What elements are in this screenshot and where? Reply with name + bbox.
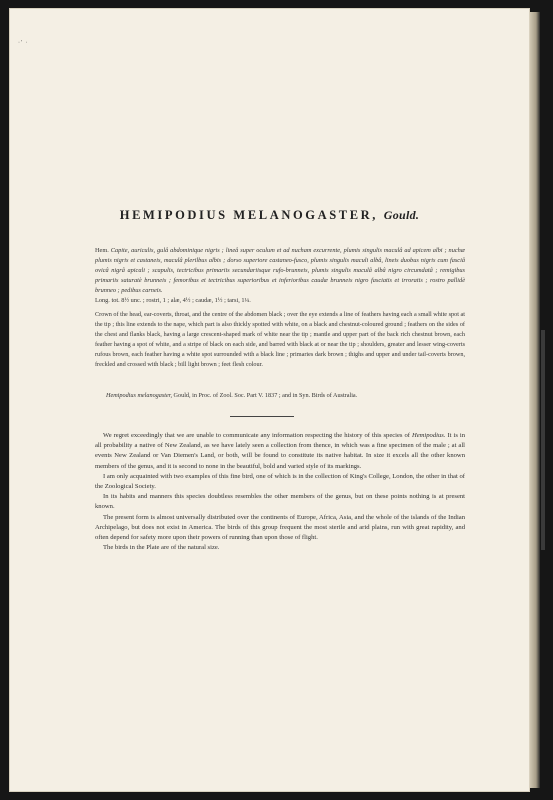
corner-mark: ·' ·: [18, 40, 29, 46]
latin-description: [95, 246, 465, 306]
page-edge: [530, 12, 540, 788]
latin-measurements: Long. tot. 8½ unc. ; rostri, 1 ; alæ, 4½ ; caudæ, 1½ ; tarsi, 1¼.: [95, 297, 251, 304]
body-paragraph-1: [95, 431, 465, 472]
book-page: [9, 8, 530, 792]
reference: [106, 391, 466, 401]
page-title: [9, 208, 530, 223]
body-paragraph-4: The present form is almost universally distributed over the continents of Europe, Africa, Asia, and the whole of the islands of the Indian Archipelago, but does not exist in America. The birds of this group frequent the most sterile and arid plains, run with great rapidity, and often depend for safety more upon their powers of running than upon those of flight.: [95, 513, 465, 542]
body-p1-genus: Hemipodius.: [411, 432, 446, 439]
english-description: [95, 310, 465, 370]
body-p1-b: It is in all probability a native of New Zealand, as we have lately seen a collection from thence, in which was a fine specimen of the male ; at all events New Zealand or Van Diemen's Land, or both, will be found to constitute its native habitat. In size it excels all the other known members of the genus, and it is second to none in the beautiful, bold and varied style of its markings.: [95, 432, 465, 470]
body-paragraph-2: I am only acquainted with two examples of this fine bird, one of which is in the collection of King's College, London, the other in that of the Zoological Society.: [95, 472, 465, 491]
species-name: HEMIPODIUS MELANOGASTER,: [119, 208, 379, 222]
body-p1-a: We regret exceedingly that we are unable to communicate any information respecting the history of this species of: [103, 432, 410, 439]
body-paragraph-5: The birds in the Plate are of the natural size.: [103, 544, 220, 552]
body-text: [95, 431, 465, 553]
binding-mark: [541, 330, 545, 550]
latin-lead: Hem.: [95, 247, 109, 254]
body-paragraph-3: In its habits and manners this species doubtless resembles the other members of the genus, but on these points nothing is at present known.: [95, 493, 465, 511]
reference-name: Hemipodius melanogaster,: [106, 392, 172, 399]
latin-text: Capite, auriculis, gulâ abdominique nigris ; lineâ super oculum et ad nucham excurrente, plumis singulis maculâ ad apicem albi ; nuchæ plumis nigris et castaneis, maculâ plerilbus albis ; dorso superiore castaneo-fusco, plumis singulis maculi albâ, lineis duobus nigris cum fasciâ ovicâ nigrâ apicali ; scapulis, tectricibus primariis secundariisque rufo-brunneis, plumis singulis maculâ albâ nigro circumdatâ ; remigibus primariis saturatè brunneis ; femoribus et tectricibus superioribus et inferioribus caudæ brunneis nigro fasciatis et irroratis ; rostro pallidè brunneo ; pedibus carneis.: [95, 247, 465, 294]
reference-text: Gould, in Proc. of Zool. Soc. Part V. 1837 ; and in Syn. Birds of Australia.: [173, 392, 358, 399]
section-divider: [230, 416, 294, 417]
english-description-text: Crown of the head, ear-coverts, throat, and the centre of the abdomen black ; over the eye extends a line of feathers having each a small white spot at the tip ; this line extends to the nape, which part is also thickly spotted with white, on a black and chestnut-coloured ground ; feathers on the sides of the chest and flanks black, having a large crescent-shaped mark of white near the tip ; mantle and upper part of the back rich chestnut brown, each feather having a spot of white, and a stripe of black on each side, and barred with black at or near the tip ; shoulders, greater and lesser wing-coverts rufous brown, each feather having a white spot surrounded with a black line ; primaries dark brown ; thighs and upper and under tail-coverts brown, freckled and crossed with black ; bill light brown ; feet flesh colour.: [95, 311, 465, 368]
species-author: Gould.: [383, 208, 420, 222]
